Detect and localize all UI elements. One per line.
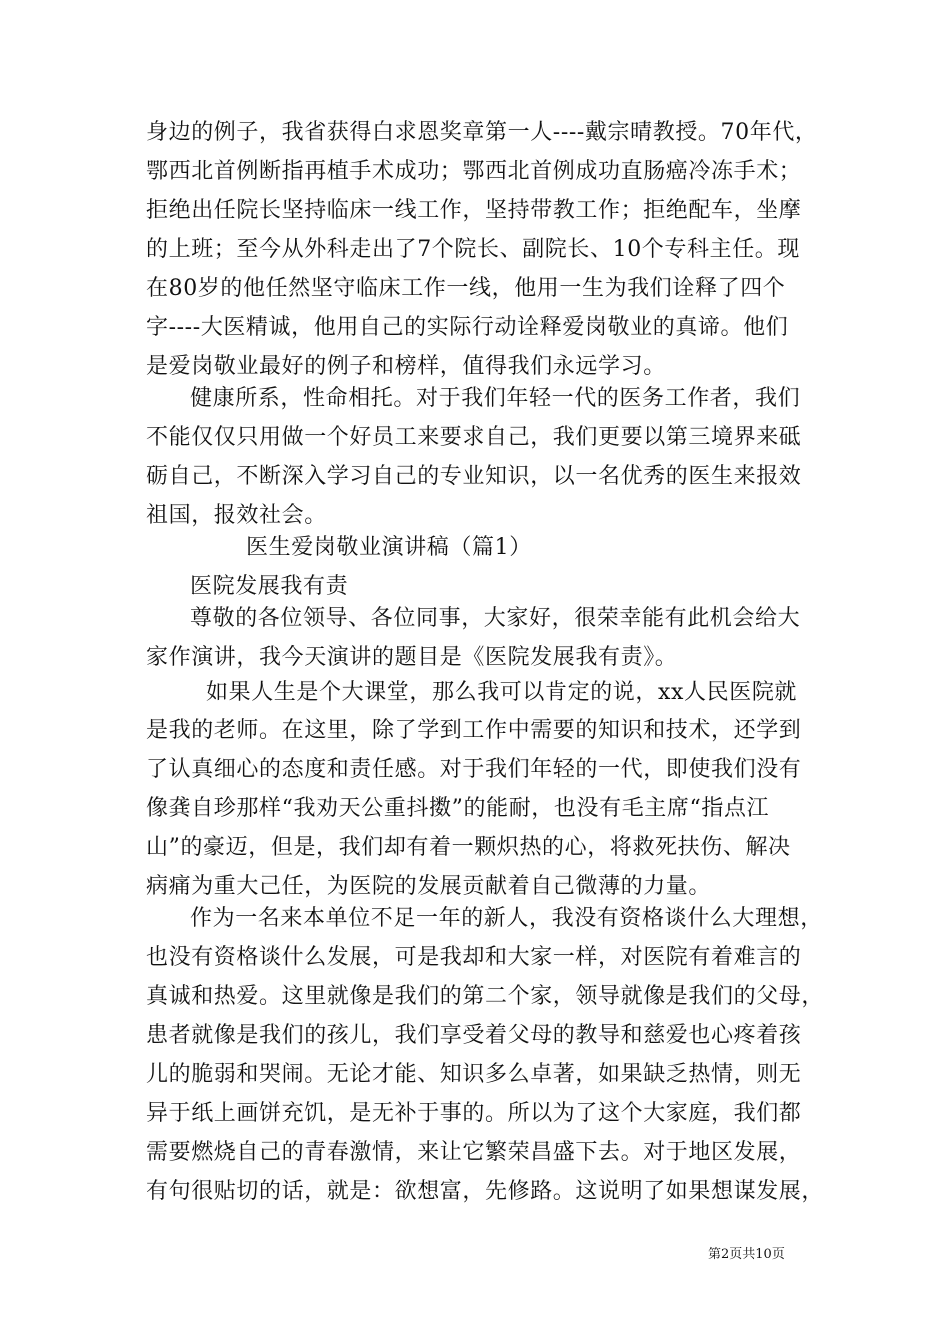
text-line-5: 在80岁的他任然坚守临床工作一线，他用一生为我们诠释了四个 xyxy=(146,276,786,301)
text-line-27: 异于纸上画饼充饥，是无补于事的。所以为了这个大家庭，我们都 xyxy=(146,1101,802,1126)
text-line-4: 的上班；至今从外科走出了7个院长、副院长、10个专科主任。现 xyxy=(146,237,800,262)
text-line-2: 鄂西北首例断指再植手术成功；鄂西北首例成功直肠癌冷冻手术； xyxy=(146,159,802,184)
text-line-10: 砺自己，不断深入学习自己的专业知识，以一名优秀的医生来报效 xyxy=(146,464,802,489)
text-line-29: 有句很贴切的话，就是：欲想富，先修路。这说明了如果想谋发展， xyxy=(146,1179,825,1204)
text-line-20: 山”的豪迈，但是，我们却有着一颗炽热的心，将救死扶伤、解决 xyxy=(146,835,791,860)
text-line-11: 祖国，报效社会。 xyxy=(146,503,327,528)
paragraph-start-line: 作为一名来本单位不足一年的新人，我没有资格谈什么大理想， xyxy=(190,906,823,931)
text-line-6: 字----大医精诚，他用自己的实际行动诠释爱岗敬业的真谛。他们 xyxy=(146,315,789,340)
text-line-26: 儿的脆弱和哭闹。无论才能、知识多么卓著，如果缺乏热情，则无 xyxy=(146,1062,802,1087)
text-line-9: 不能仅仅只用做一个好员工来要求自己，我们更要以第三境界来砥 xyxy=(146,425,802,450)
text-line-24: 真诚和热爱。这里就像是我们的第二个家，领导就像是我们的父母， xyxy=(146,984,825,1009)
speech-title: 医院发展我有责 xyxy=(190,574,349,599)
text-line-1: 身边的例子，我省获得白求恩奖章第一人----戴宗晴教授。70年代， xyxy=(146,120,818,145)
text-line-3: 拒绝出任院长坚持临床一线工作，坚持带教工作；拒绝配车，坐摩 xyxy=(146,198,802,223)
paragraph-start-line: 尊敬的各位领导、各位同事，大家好，很荣幸能有此机会给大 xyxy=(190,606,801,631)
section-title: 医生爱岗敬业演讲稿（篇1） xyxy=(246,535,532,560)
paragraph-start-line: 健康所系，性命相托。对于我们年轻一代的医务工作者，我们 xyxy=(190,386,801,411)
page-number-footer: 第2页共10页 xyxy=(708,1247,785,1262)
paragraph-start-line: 如果人生是个大课堂，那么我可以肯定的说，xx人民医院就 xyxy=(206,680,798,705)
text-line-18: 了认真细心的态度和责任感。对于我们年轻的一代，即使我们没有 xyxy=(146,757,802,782)
text-line-15: 家作演讲，我今天演讲的题目是《医院发展我有责》。 xyxy=(146,645,678,670)
text-line-25: 患者就像是我们的孩儿，我们享受着父母的教导和慈爱也心疼着孩 xyxy=(146,1023,802,1048)
text-line-7: 是爱岗敬业最好的例子和榜样，值得我们永远学习。 xyxy=(146,354,666,379)
text-line-17: 是我的老师。在这里，除了学到工作中需要的知识和技术，还学到 xyxy=(146,718,802,743)
text-line-19: 像龚自珍那样“我劝天公重抖擞”的能耐，也没有毛主席“指点江 xyxy=(146,796,770,821)
text-line-21: 病痛为重大己任，为医院的发展贡献着自己微薄的力量。 xyxy=(146,874,712,899)
text-line-23: 也没有资格谈什么发展，可是我却和大家一样，对医院有着难言的 xyxy=(146,945,802,970)
text-line-28: 需要燃烧自己的青春激情，来让它繁荣昌盛下去。对于地区发展， xyxy=(146,1140,802,1165)
